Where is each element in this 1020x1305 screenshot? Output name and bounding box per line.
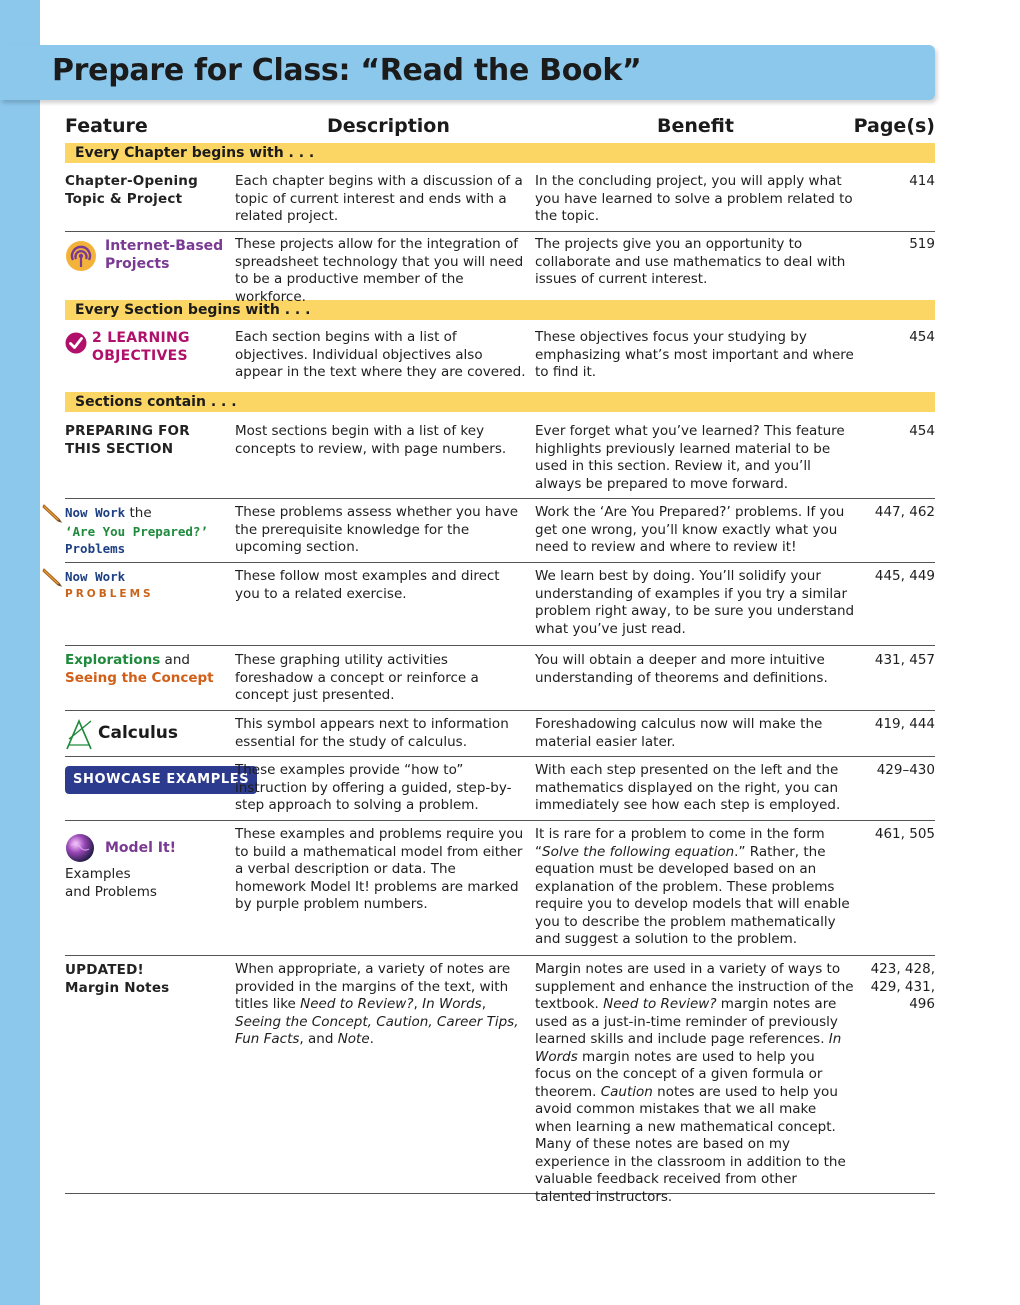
pages-line: 423, 428, xyxy=(870,961,935,977)
feature-cell xyxy=(92,330,232,365)
benefit-italic: Caution xyxy=(600,1083,653,1100)
benefit-text: It is rare for a problem to come in the form “ xyxy=(535,826,825,860)
desc-italic: In Words xyxy=(422,996,482,1012)
feature-cell xyxy=(65,962,230,997)
pages-line: 496 xyxy=(909,996,935,1012)
benefit-cell: Work the ‘Are You Prepared?’ problems. If you get one wrong, you’ll know exactly what you need to review and where to review it! xyxy=(535,504,845,555)
desc-italic: Need to Review? xyxy=(300,996,414,1012)
feature-cell xyxy=(105,840,225,858)
benefit-cell: In the concluding project, you will apply what you have learned to solve a problem related to the topic. xyxy=(535,173,853,224)
pages-line: 429, 431, xyxy=(870,978,935,995)
explorations-label: Explorations xyxy=(65,652,161,668)
calculus-symbol-icon xyxy=(65,717,93,755)
table-row-showcase xyxy=(65,757,935,821)
benefit-cell: We learn best by doing. You’ll solidify your understanding of examples if you try a similar problem right away, to be sure you understand what you’ve just read. xyxy=(535,568,855,637)
benefit-cell: These objectives focus your studying by emphasizing what’s most important and where to find it. xyxy=(535,329,854,380)
benefit-italic: Need to Review? xyxy=(603,996,717,1012)
description-cell: These graphing utility activities foreshadow a concept or reinforce a concept just presented. xyxy=(235,652,479,703)
description-cell: These projects allow for the integration of spreadsheet technology that you will need to be a productive member of the workforce. xyxy=(235,236,524,305)
desc-text: , and xyxy=(299,1031,338,1047)
feature-cell xyxy=(65,423,230,458)
problems-label: Problems xyxy=(65,541,126,556)
feature-connector: the xyxy=(125,505,152,521)
pages-cell: 445, 449 xyxy=(874,568,935,584)
feature-cell xyxy=(65,652,230,687)
table-row-internet xyxy=(65,232,935,305)
section-band-section: Every Section begins with . . . xyxy=(65,300,935,320)
feature-table xyxy=(65,112,935,1205)
feature-cell xyxy=(65,866,230,901)
feature-label: Projects xyxy=(105,255,170,272)
feature-cell xyxy=(65,568,230,603)
side-stripe xyxy=(0,0,40,1305)
feature-label: Examples xyxy=(65,866,131,882)
pages-cell xyxy=(855,961,935,1014)
pages-cell: 429–430 xyxy=(876,762,935,778)
title-bar xyxy=(0,45,935,100)
desc-text: When appropriate, a variety of notes are provided in the margins of the text, with titles like xyxy=(235,961,511,1012)
problems-label: PROBLEMS xyxy=(65,587,154,600)
pages-cell: 519 xyxy=(909,236,935,252)
model-it-label: Model It! xyxy=(105,840,177,856)
description-cell: These examples provide “how to” instruction by offering a guided, step-by-step approach to solving a problem. xyxy=(235,762,512,813)
table-row-explorations xyxy=(65,646,935,711)
feature-label: PREPARING FOR xyxy=(65,423,190,439)
feature-cell xyxy=(98,725,228,744)
pages-cell: 414 xyxy=(909,173,935,189)
header-pages: Page(s) xyxy=(853,115,935,137)
benefit-italic: Solve the following equation xyxy=(542,843,735,860)
description-cell: Most sections begin with a list of key concepts to review, with page numbers. xyxy=(235,423,507,457)
desc-text: , xyxy=(413,996,423,1012)
feature-label: UPDATED! xyxy=(65,962,144,978)
pages-cell: 431, 457 xyxy=(874,652,935,668)
table-header xyxy=(65,112,935,143)
benefit-cell: You will obtain a deeper and more intuitive understanding of theorems and definitions. xyxy=(535,652,828,686)
table-row-now-work-ayp xyxy=(65,499,935,563)
benefit-cell: Ever forget what you’ve learned? This feature highlights previously learned material to be used in this section. Review it, and you’ll always be prepared to move forward. xyxy=(535,423,845,492)
feature-cell xyxy=(65,504,230,558)
benefit-cell xyxy=(535,826,855,949)
feature-cell xyxy=(105,238,235,273)
benefit-text: .” Rather, the equation must be developed based on an explanation of the problem. These problems require you to develop models that will enable you to describe the problem mathematically and suggest a solution to the problem. xyxy=(535,843,850,947)
pages-cell: 454 xyxy=(909,423,935,439)
pages-cell: 454 xyxy=(909,329,935,345)
benefit-cell: With each step presented on the left and the mathematics displayed on the right, you can immediately see how each step is employed. xyxy=(535,762,841,813)
feature-label: Margin Notes xyxy=(65,979,170,996)
table-row-calculus xyxy=(65,711,935,757)
are-you-prepared-label: ‘Are You Prepared?’ xyxy=(65,523,208,539)
description-cell xyxy=(235,961,527,1049)
benefit-text: notes are used to help you avoid common mistakes that we all make when learning a new mathematical concept. Many of these notes are based on my experience in the classroom in addition to the valuable feedback received from other talented instructors. xyxy=(535,1083,846,1205)
section-band-contain: Sections contain . . . xyxy=(65,392,935,412)
feature-cell xyxy=(65,173,230,208)
description-cell: This symbol appears next to information essential for the study of calculus. xyxy=(235,716,509,750)
benefit-italic: In Words xyxy=(535,1031,842,1065)
section-band-chapter: Every Chapter begins with . . . xyxy=(65,143,935,163)
pencil-icon xyxy=(41,503,63,527)
description-cell: These examples and problems require you to build a mathematical model from either a verbal description or data. The homework Model It! problems are marked by purple problem numbers. xyxy=(235,826,524,912)
desc-text: , xyxy=(481,996,486,1012)
seeing-the-concept-label: Seeing the Concept xyxy=(65,669,214,686)
desc-italic: Note xyxy=(337,1031,370,1047)
pages-cell: 419, 444 xyxy=(874,716,935,732)
table-row-margin-notes xyxy=(65,956,935,1205)
header-benefit: Benefit xyxy=(657,115,734,137)
table-row-model-it xyxy=(65,821,935,956)
benefit-cell xyxy=(535,961,855,1206)
feature-label: and Problems xyxy=(65,883,157,900)
showcase-examples-badge: SHOWCASE EXAMPLES xyxy=(65,766,257,794)
table-row-chapter-opening xyxy=(65,163,935,232)
pages-cell: 461, 505 xyxy=(874,826,935,842)
now-work-label: Now Work xyxy=(65,505,126,520)
feature-label: Topic & Project xyxy=(65,190,183,207)
now-work-label: Now Work xyxy=(65,569,126,584)
description-cell: These problems assess whether you have the prerequisite knowledge for the upcoming section. xyxy=(235,504,519,555)
feature-label: Internet-Based xyxy=(105,238,224,254)
feature-connector: and xyxy=(160,652,190,668)
header-feature: Feature xyxy=(65,115,148,137)
table-row-objectives xyxy=(65,320,935,392)
feature-label: Chapter-Opening xyxy=(65,173,198,189)
feature-label: 2 LEARNING xyxy=(92,330,190,346)
desc-text: . xyxy=(369,1031,374,1047)
feature-cell xyxy=(65,766,257,794)
pages-cell: 447, 462 xyxy=(874,504,935,520)
description-cell: Each chapter begins with a discussion of a topic of current interest and ends with a related project. xyxy=(235,173,523,224)
checkmark-circle-icon xyxy=(65,332,87,358)
calculus-label: Calculus xyxy=(98,723,179,743)
benefit-text: Margin notes are used in a variety of ways to supplement and enhance the instruction of the textbook. xyxy=(535,961,854,1012)
globe-icon xyxy=(65,833,95,867)
pencil-icon xyxy=(41,567,63,591)
page-title: Prepare for Class: “Read the Book” xyxy=(52,53,642,88)
table-row-now-work-problems xyxy=(65,563,935,646)
benefit-cell: The projects give you an opportunity to collaborate and use mathematics to deal with issues of current interest. xyxy=(535,236,846,287)
benefit-text: margin notes are used as a just-in-time reminder of previously learned skills and include page references. xyxy=(535,996,838,1047)
table-row-preparing xyxy=(65,412,935,499)
internet-signal-icon xyxy=(65,240,97,276)
benefit-cell: Foreshadowing calculus now will make the material easier later. xyxy=(535,716,823,750)
feature-label: OBJECTIVES xyxy=(92,347,188,364)
header-description: Description xyxy=(327,115,450,137)
feature-label: THIS SECTION xyxy=(65,440,174,457)
description-cell: These follow most examples and direct you to a related exercise. xyxy=(235,568,500,602)
description-cell: Each section begins with a list of objectives. Individual objectives also appear in the text where they are covered. xyxy=(235,329,526,380)
benefit-text: margin notes are used to help you focus on the concept of a given formula or theorem. xyxy=(535,1048,823,1100)
desc-italic: Seeing the Concept, Caution, Career Tips, Fun Facts xyxy=(235,1013,519,1047)
